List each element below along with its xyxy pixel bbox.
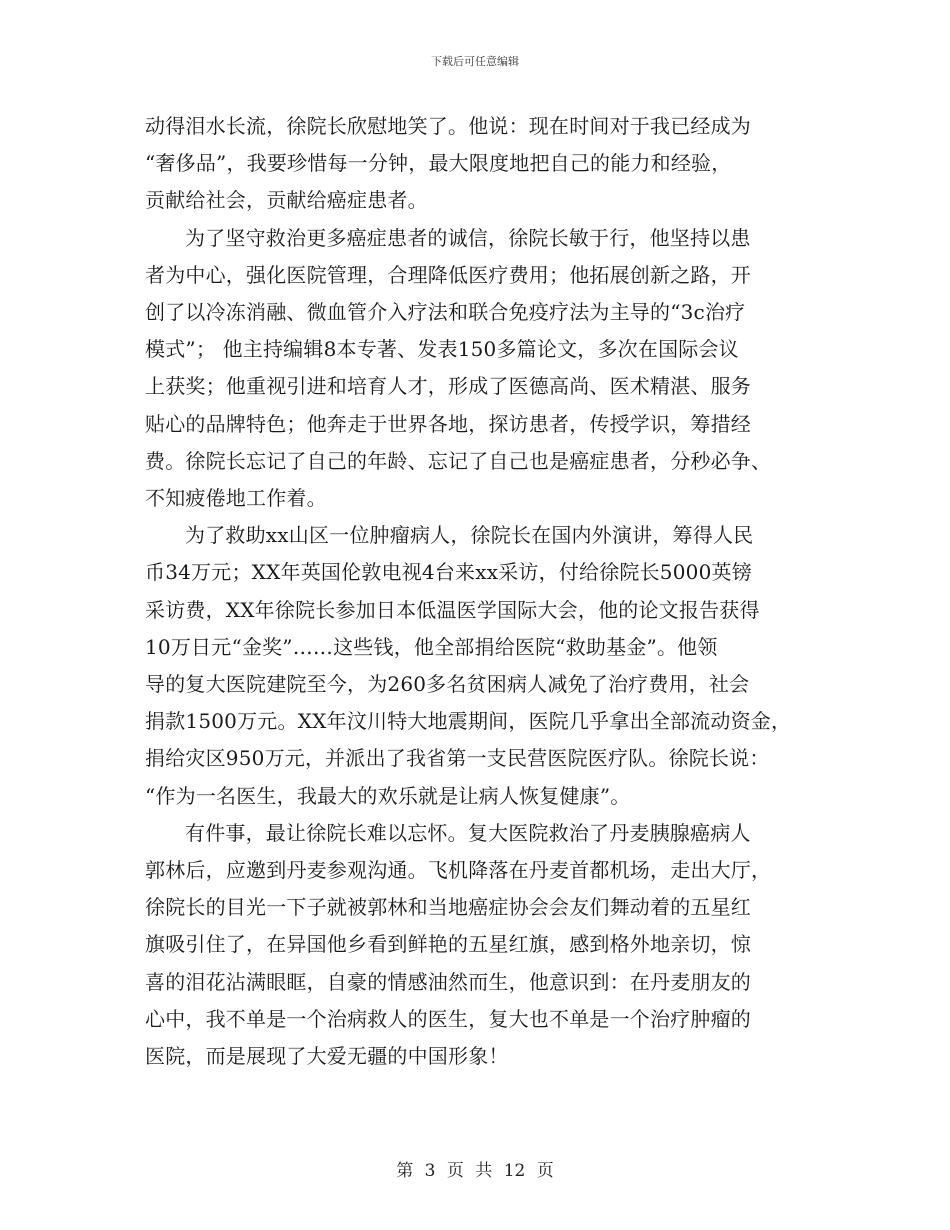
document-body — [145, 108, 810, 1075]
text-line: 费。徐院长忘记了自己的年龄、忘记了自己也是癌症患者，分秒必争、 — [145, 448, 772, 473]
paragraph-4 — [145, 815, 810, 1075]
page-number-footer: 第 3 页 共 12 页 — [396, 1161, 554, 1181]
text-line: 导的复大医院建院至今，为260多名贫困病人减免了治疗费用，社会 — [145, 672, 750, 697]
paragraph-2 — [145, 220, 810, 518]
text-line: 贡献给社会，贡献给癌症患者。 — [145, 188, 428, 213]
paragraph-1 — [145, 108, 810, 220]
text-line: 捐给灾区950万元，并派出了我省第一支民营医院医疗队。徐院长说： — [145, 746, 770, 771]
text-line: 动得泪水长流，徐院长欣慰地笑了。他说：现在时间对于我已经成为 — [145, 114, 751, 138]
text-line: 创了以冷冻消融、微血管介入疗法和联合免疫疗法为主导的“3c治疗 — [145, 300, 746, 325]
text-line: 模式”； 他主持编辑8本专著、发表150多篇论文，多次在国际会议 — [145, 337, 739, 362]
text-line: 郭林后，应邀到丹麦参观沟通。飞机降落在丹麦首都机场，走出大厅， — [145, 858, 772, 883]
text-line: 捐款1500万元。XX年汶川特大地震期间，医院几乎拿出全部流动资金， — [145, 709, 792, 734]
text-line: 10万日元“金奖”……这些钱，他全部捐给医院“救助基金”。他领 — [145, 634, 718, 659]
page-header: 下载后可任意编辑 — [431, 55, 519, 68]
text-line: 徐院长的目光一下子就被郭林和当地癌症协会会友们舞动着的五星红 — [145, 895, 751, 920]
text-line: 有件事，最让徐院长难以忘怀。复大医院救治了丹麦胰腺癌病人 — [185, 820, 751, 845]
text-line: 喜的泪花沾满眼眶，自豪的情感油然而生，他意识到：在丹麦朋友的 — [145, 969, 751, 994]
text-line: 医院，而是展现了大爱无疆的中国形象！ — [145, 1044, 509, 1069]
text-line: 币34万元；XX年英国伦敦电视4台来xx采访，付给徐院长5000英镑 — [145, 560, 752, 585]
paragraph-3 — [145, 517, 810, 815]
text-line: 为了救助xx山区一位肿瘤病人，徐院长在国内外演讲，筹得人民 — [185, 523, 754, 548]
text-line: 贴心的品牌特色；他奔走于世界各地，探访患者，传授学识，筹措经 — [145, 411, 751, 436]
text-line: “作为一名医生，我最大的欢乐就是让病人恢复健康”。 — [145, 783, 631, 808]
text-line: 上获奖；他重视引进和培育人才，形成了医德高尚、医术精湛、服务 — [145, 374, 751, 399]
text-line: “奢侈品”，我要珍惜每一分钟，最大限度地把自己的能力和经验， — [145, 151, 732, 176]
text-line: 不知疲倦地工作着。 — [145, 486, 327, 511]
text-line: 采访费，XX年徐院长参加日本低温医学国际大会，他的论文报告获得 — [145, 597, 760, 622]
text-line: 为了坚守救治更多癌症患者的诚信，徐院长敏于行，他坚持以患 — [185, 225, 751, 250]
text-line: 旗吸引住了，在异国他乡看到鲜艳的五星红旗，感到格外地亲切，惊 — [145, 932, 751, 957]
text-line: 心中，我不单是一个治病救人的医生，复大也不单是一个治疗肿瘤的 — [145, 1006, 751, 1031]
text-line: 者为中心，强化医院管理，合理降低医疗费用；他拓展创新之路，开 — [145, 262, 751, 287]
